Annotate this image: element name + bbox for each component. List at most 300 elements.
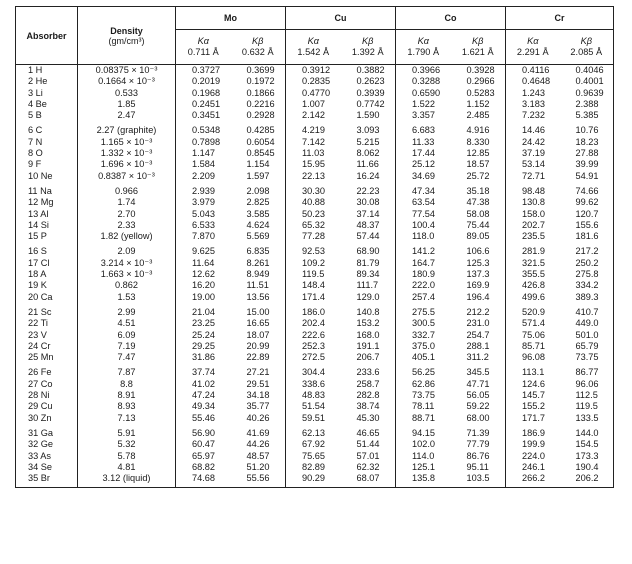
coefficient-cell: 8.330	[466, 136, 490, 147]
coefficient-cell: 1.007	[286, 99, 341, 110]
coefficient-cell: 30.08	[356, 197, 380, 208]
coefficient-cell: 40.26	[246, 412, 270, 423]
coefficient-cell: 180.9	[396, 269, 451, 280]
coefficient-cell: 51.54	[286, 401, 341, 412]
density-unit: (gm/cm³)	[108, 35, 145, 46]
coefficient-cell: 65.79	[560, 341, 614, 352]
coefficient-cell: 11.64	[176, 258, 231, 269]
coefficient-cell: 0.3451	[176, 110, 231, 121]
density-cell: 7.19	[78, 341, 176, 352]
coefficient-cell: 31.86	[176, 352, 231, 363]
table-row	[16, 182, 614, 197]
density-cell: 2.99	[78, 303, 176, 318]
absorber-cell: 3 Li	[16, 88, 78, 99]
absorber-cell: 5 B	[16, 110, 78, 121]
density-cell: 0.1664 × 10⁻³	[78, 76, 176, 87]
table-row	[16, 76, 614, 87]
absorber-cell: 16 S	[16, 242, 78, 257]
coefficient-cell: 190.4	[560, 462, 614, 473]
coefficient-cell: 21.04	[176, 303, 231, 318]
coefficient-cell: 133.5	[560, 413, 614, 424]
coefficient-cell: 106.6	[466, 246, 490, 257]
coefficient-cell: 405.1	[396, 352, 451, 363]
density-cell: 7.87	[78, 363, 176, 378]
density-cell: 1.74	[78, 197, 176, 208]
coefficient-cell: 62.32	[356, 461, 380, 472]
table-row	[16, 303, 614, 318]
coefficient-cell: 0.2216	[246, 98, 275, 109]
coefficient-cell: 0.2623	[356, 76, 385, 87]
coefficient-cell: 103.5	[451, 473, 506, 488]
line-wavelength: 2.085 Å	[570, 47, 603, 57]
coefficient-cell: 2.142	[286, 110, 341, 121]
coefficient-cell: 41.02	[176, 379, 231, 390]
line-header	[506, 30, 560, 65]
table-row	[16, 137, 614, 148]
coefficient-cell: 75.65	[286, 451, 341, 462]
coefficient-cell: 22.89	[246, 352, 270, 363]
coefficient-cell: 90.29	[286, 473, 341, 488]
density-cell: 5.91	[78, 424, 176, 439]
coefficient-cell: 10.76	[560, 121, 614, 136]
coefficient-cell: 2.209	[176, 171, 231, 182]
coefficient-cell: 0.9639	[560, 88, 614, 99]
coefficient-cell: 11.33	[396, 137, 451, 148]
coefficient-cell: 0.7898	[176, 137, 231, 148]
coefficient-cell: 50.23	[286, 209, 341, 220]
coefficient-cell: 6.533	[176, 220, 231, 231]
coefficient-cell: 5.385	[560, 110, 614, 121]
coefficient-cell: 100.4	[396, 220, 451, 231]
coefficient-cell: 18.07	[246, 329, 270, 340]
absorber-cell: 12 Mg	[16, 197, 78, 208]
coefficient-cell: 0.2966	[466, 76, 495, 87]
coefficient-cell: 19.00	[176, 292, 231, 303]
coefficient-cell: 102.0	[396, 439, 451, 450]
line-header	[231, 30, 286, 65]
coefficient-cell: 300.5	[396, 318, 451, 329]
coefficient-cell: 148.4	[286, 280, 341, 291]
coefficient-cell: 57.01	[356, 450, 380, 461]
coefficient-cell: 281.9	[506, 242, 560, 257]
coefficient-cell: 3.979	[176, 197, 231, 208]
table-row	[16, 292, 614, 303]
coefficient-cell: 0.6054	[246, 136, 275, 147]
coefficient-cell: 233.6	[356, 367, 380, 378]
coefficient-cell: 0.4648	[506, 76, 560, 87]
coefficient-cell: 258.7	[356, 378, 380, 389]
coefficient-cell: 501.0	[560, 330, 614, 341]
absorber-cell: 7 N	[16, 137, 78, 148]
coefficient-cell: 45.30	[356, 412, 380, 423]
coefficient-cell: 48.57	[246, 450, 270, 461]
coefficient-cell: 82.89	[286, 462, 341, 473]
coefficient-cell: 39.99	[560, 159, 614, 170]
coefficient-cell: 202.4	[286, 318, 341, 329]
coefficient-cell: 56.05	[466, 390, 490, 401]
coefficient-cell: 1.522	[396, 99, 451, 110]
coefficient-cell: 46.65	[356, 427, 380, 438]
absorber-cell: 24 Cr	[16, 341, 78, 352]
coefficient-cell: 51.20	[246, 461, 270, 472]
coefficient-cell: 8.261	[246, 257, 270, 268]
coefficient-cell: 0.5348	[176, 121, 231, 136]
coefficient-cell: 144.0	[560, 424, 614, 439]
line-wavelength: 1.621 Å	[461, 47, 494, 57]
coefficient-cell: 62.86	[396, 379, 451, 390]
coefficient-cell: 224.0	[506, 451, 560, 462]
coefficient-cell: 304.4	[286, 363, 341, 378]
coefficient-cell: 389.3	[560, 292, 614, 303]
absorber-cell: 27 Co	[16, 379, 78, 390]
table-row	[16, 197, 614, 208]
line-wavelength: 0.711 Å	[187, 47, 219, 57]
coefficient-cell: 120.7	[560, 209, 614, 220]
coefficient-cell: 25.24	[176, 330, 231, 341]
coefficient-cell: 1.243	[506, 88, 560, 99]
table-row	[16, 280, 614, 291]
coefficient-cell: 78.11	[396, 401, 451, 412]
line-name: Kβ	[362, 36, 374, 46]
coefficient-cell: 4.624	[246, 219, 270, 230]
density-cell: 1.82 (yellow)	[78, 231, 176, 242]
coefficient-cell: 29.25	[176, 341, 231, 352]
line-header	[396, 30, 451, 65]
density-cell: 1.332 × 10⁻³	[78, 148, 176, 159]
density-cell: 2.33	[78, 220, 176, 231]
absorber-cell: 13 Al	[16, 209, 78, 220]
density-cell: 4.81	[78, 462, 176, 473]
coefficient-cell: 191.1	[356, 340, 380, 351]
coefficient-cell: 345.5	[466, 367, 490, 378]
coefficient-cell: 27.21	[246, 367, 270, 378]
coefficient-cell: 0.4046	[560, 65, 614, 77]
coefficient-cell: 65.97	[176, 451, 231, 462]
coefficient-cell: 3.585	[246, 208, 270, 219]
coefficient-cell: 86.77	[560, 363, 614, 378]
line-header	[176, 30, 231, 65]
coefficient-cell: 196.4	[466, 291, 490, 302]
coefficient-cell: 266.2	[506, 473, 560, 488]
absorber-cell: 6 C	[16, 121, 78, 136]
coefficient-cell: 37.74	[176, 363, 231, 378]
table-row	[16, 318, 614, 329]
coefficient-cell: 2.485	[466, 110, 490, 121]
coefficient-cell: 155.6	[560, 220, 614, 231]
coefficient-cell: 48.37	[356, 219, 380, 230]
table-body	[16, 65, 614, 488]
coefficient-cell: 129.0	[356, 291, 380, 302]
absorber-cell: 22 Ti	[16, 318, 78, 329]
coefficient-cell: 47.24	[176, 390, 231, 401]
coefficient-cell: 311.2	[466, 352, 489, 363]
coefficient-cell: 73.75	[396, 390, 451, 401]
coefficient-cell: 338.6	[286, 379, 341, 390]
absorber-cell: 9 F	[16, 159, 78, 170]
absorber-cell: 11 Na	[16, 182, 78, 197]
coefficient-cell: 155.2	[506, 401, 560, 412]
coefficient-cell: 130.8	[506, 197, 560, 208]
density-cell: 5.78	[78, 451, 176, 462]
coefficient-cell: 62.13	[286, 424, 341, 439]
coefficient-cell: 96.08	[506, 352, 560, 363]
coefficient-cell: 29.51	[246, 378, 270, 389]
coefficient-cell: 202.7	[506, 220, 560, 231]
line-header	[341, 30, 396, 65]
coefficient-cell: 8.949	[246, 269, 270, 280]
coefficient-cell: 5.215	[356, 136, 380, 147]
coefficient-cell: 140.8	[356, 306, 380, 317]
coefficient-cell: 30.30	[286, 182, 341, 197]
coefficient-cell: 250.2	[560, 258, 614, 269]
coefficient-cell: 246.1	[506, 462, 560, 473]
coefficient-cell: 135.8	[396, 473, 451, 488]
target-header-row	[16, 7, 614, 30]
absorber-cell: 33 As	[16, 451, 78, 462]
table-row	[16, 341, 614, 352]
coefficient-cell: 231.0	[466, 318, 490, 329]
coefficient-cell: 206.7	[356, 352, 380, 363]
absorber-cell: 34 Se	[16, 462, 78, 473]
coefficient-cell: 109.2	[286, 258, 341, 269]
coefficient-cell: 7.232	[506, 110, 560, 121]
coefficient-cell: 6.835	[246, 246, 270, 257]
coefficient-cell: 7.142	[286, 137, 341, 148]
coefficient-cell: 2.939	[176, 182, 231, 197]
table-row	[16, 269, 614, 280]
coefficient-cell: 199.9	[506, 439, 560, 450]
coefficient-cell: 571.4	[506, 318, 560, 329]
coefficient-cell: 77.54	[396, 209, 451, 220]
coefficient-cell: 0.8545	[246, 148, 275, 159]
coefficient-cell: 0.7742	[356, 98, 385, 109]
coefficient-cell: 0.3699	[246, 65, 275, 75]
coefficient-cell: 71.39	[466, 427, 490, 438]
coefficient-cell: 9.625	[176, 242, 231, 257]
coefficient-cell: 15.00	[246, 306, 270, 317]
density-cell: 0.8387 × 10⁻³	[78, 171, 176, 182]
coefficient-cell: 158.0	[506, 209, 560, 220]
coefficient-cell: 0.3288	[396, 76, 451, 87]
coefficient-cell: 89.34	[356, 269, 380, 280]
coefficient-cell: 44.26	[246, 439, 270, 450]
coefficient-cell: 114.0	[396, 451, 451, 462]
coefficient-cell: 186.0	[286, 303, 341, 318]
coefficient-cell: 16.24	[356, 170, 380, 181]
coefficient-cell: 5.043	[176, 209, 231, 220]
line-header	[451, 30, 506, 65]
coefficient-cell: 47.38	[466, 197, 490, 208]
coefficient-cell: 12.85	[466, 148, 490, 159]
coefficient-cell: 47.34	[396, 182, 451, 197]
table-row	[16, 65, 614, 77]
coefficient-cell: 55.46	[176, 413, 231, 424]
coefficient-cell: 38.74	[356, 401, 380, 412]
coefficient-cell: 0.4116	[506, 65, 560, 77]
coefficient-cell: 75.44	[466, 219, 490, 230]
coefficient-cell: 499.6	[506, 292, 560, 303]
coefficient-cell: 0.1866	[246, 87, 275, 98]
coefficient-cell: 275.8	[560, 269, 614, 280]
coefficient-cell: 16.65	[246, 318, 270, 329]
coefficient-cell: 355.5	[506, 269, 560, 280]
density-cell: 4.51	[78, 318, 176, 329]
coefficient-cell: 141.2	[396, 242, 451, 257]
coefficient-cell: 0.3727	[176, 65, 231, 77]
density-cell: 1.165 × 10⁻³	[78, 137, 176, 148]
coefficient-cell: 257.4	[396, 292, 451, 303]
coefficient-cell: 1.154	[246, 159, 270, 170]
coefficient-cell: 113.1	[506, 363, 560, 378]
density-cell: 8.93	[78, 401, 176, 412]
coefficient-cell: 99.62	[560, 197, 614, 208]
coefficient-cell: 154.5	[560, 439, 614, 450]
coefficient-cell: 0.1968	[176, 88, 231, 99]
density-cell: 7.47	[78, 352, 176, 363]
coefficient-cell: 2.825	[246, 197, 270, 208]
absorber-cell: 29 Cu	[16, 401, 78, 412]
coefficient-cell: 24.42	[506, 137, 560, 148]
coefficient-cell: 0.4001	[560, 76, 614, 87]
coefficient-cell: 11.51	[246, 280, 269, 291]
coefficient-cell: 72.71	[506, 171, 560, 182]
line-header	[286, 30, 341, 65]
coefficient-cell: 332.7	[396, 330, 451, 341]
coefficient-cell: 65.32	[286, 220, 341, 231]
density-label: Density	[110, 25, 143, 36]
coefficient-cell: 27.88	[560, 148, 614, 159]
table-row	[16, 363, 614, 378]
table-row	[16, 121, 614, 136]
coefficient-cell: 59.51	[286, 413, 341, 424]
coefficient-cell: 94.15	[396, 424, 451, 439]
table-row	[16, 258, 614, 269]
table-row	[16, 462, 614, 473]
absorber-cell: 32 Ge	[16, 439, 78, 450]
density-cell: 8.91	[78, 390, 176, 401]
target-header-cr: Cr	[506, 7, 614, 30]
line-wavelength: 1.392 Å	[351, 47, 384, 57]
table-row	[16, 379, 614, 390]
coefficient-cell: 112.5	[560, 390, 614, 401]
line-name: Kα	[527, 36, 539, 46]
coefficient-cell: 1.597	[246, 170, 270, 181]
coefficient-cell: 20.99	[246, 340, 270, 351]
coefficient-cell: 16.20	[176, 280, 231, 291]
coefficient-cell: 137.3	[466, 269, 490, 280]
coefficient-cell: 58.08	[466, 208, 490, 219]
target-header-cu: Cu	[286, 7, 396, 30]
coefficient-cell: 13.56	[246, 291, 270, 302]
coefficient-cell: 3.093	[356, 125, 380, 136]
coefficient-cell: 3.357	[396, 110, 451, 121]
coefficient-cell: 0.5283	[466, 87, 495, 98]
coefficient-cell: 55.56	[231, 473, 286, 488]
coefficient-cell: 2.098	[246, 185, 270, 196]
coefficient-cell: 0.3928	[466, 65, 495, 75]
density-cell: 0.533	[78, 88, 176, 99]
coefficient-cell: 48.83	[286, 390, 341, 401]
coefficient-cell: 41.69	[246, 427, 270, 438]
coefficient-cell: 35.18	[466, 185, 490, 196]
density-cell: 0.966	[78, 182, 176, 197]
coefficient-cell: 125.3	[466, 257, 490, 268]
line-wavelength: 1.790 Å	[407, 47, 440, 57]
coefficient-cell: 125.1	[396, 462, 451, 473]
line-name: Kα	[417, 36, 429, 46]
line-wavelength: 0.632 Å	[241, 47, 274, 57]
coefficient-cell: 53.14	[506, 159, 560, 170]
coefficient-cell: 81.79	[356, 257, 380, 268]
coefficient-cell: 124.6	[506, 379, 560, 390]
absorber-cell: 35 Br	[16, 473, 78, 488]
coefficient-cell: 17.44	[396, 148, 451, 159]
absorber-cell: 14 Si	[16, 220, 78, 231]
density-cell: 1.85	[78, 99, 176, 110]
coefficient-cell: 520.9	[506, 303, 560, 318]
absorber-cell: 26 Fe	[16, 363, 78, 378]
density-cell: 5.32	[78, 439, 176, 450]
absorber-header: Absorber	[16, 7, 78, 65]
table-row	[16, 220, 614, 231]
coefficient-cell: 0.2928	[246, 110, 275, 121]
coefficient-cell: 7.870	[176, 231, 231, 242]
coefficient-cell: 186.9	[506, 424, 560, 439]
coefficient-cell: 95.11	[466, 461, 489, 472]
coefficient-cell: 119.5	[286, 269, 341, 280]
table-row	[16, 352, 614, 363]
coefficient-cell: 2.388	[560, 99, 614, 110]
coefficient-cell: 25.72	[466, 170, 490, 181]
table-row	[16, 424, 614, 439]
coefficient-cell: 0.1972	[246, 76, 275, 87]
coefficient-cell: 6.683	[396, 121, 451, 136]
absorber-cell: 25 Mn	[16, 352, 78, 363]
density-cell: 2.09	[78, 242, 176, 257]
absorber-cell: 15 P	[16, 231, 78, 242]
coefficient-cell: 77.79	[466, 439, 490, 450]
coefficient-cell: 0.2451	[176, 99, 231, 110]
coefficient-cell: 73.75	[560, 352, 614, 363]
coefficient-cell: 426.8	[506, 280, 560, 291]
coefficient-cell: 375.0	[396, 341, 451, 352]
coefficient-cell: 4.916	[466, 125, 490, 136]
absorption-coefficient-table	[15, 6, 614, 488]
density-cell: 3.12 (liquid)	[78, 473, 176, 488]
coefficient-cell: 0.6590	[396, 88, 451, 99]
coefficient-cell: 54.91	[560, 171, 614, 182]
coefficient-cell: 449.0	[560, 318, 614, 329]
coefficient-cell: 34.18	[246, 390, 270, 401]
coefficient-cell: 89.05	[466, 231, 490, 242]
table-row	[16, 413, 614, 424]
coefficient-cell: 334.2	[560, 280, 614, 291]
coefficient-cell: 11.03	[286, 148, 341, 159]
coefficient-cell: 8.062	[356, 148, 380, 159]
coefficient-cell: 74.66	[560, 182, 614, 197]
table-row	[16, 401, 614, 412]
coefficient-cell: 168.0	[356, 329, 380, 340]
line-name: Kβ	[252, 36, 264, 46]
coefficient-cell: 171.7	[506, 413, 560, 424]
coefficient-cell: 11.66	[356, 159, 379, 170]
density-cell: 2.70	[78, 209, 176, 220]
coefficient-cell: 75.06	[506, 330, 560, 341]
coefficient-cell: 119.5	[560, 401, 614, 412]
coefficient-cell: 145.7	[506, 390, 560, 401]
coefficient-cell: 25.12	[396, 159, 451, 170]
coefficient-cell: 37.19	[506, 148, 560, 159]
